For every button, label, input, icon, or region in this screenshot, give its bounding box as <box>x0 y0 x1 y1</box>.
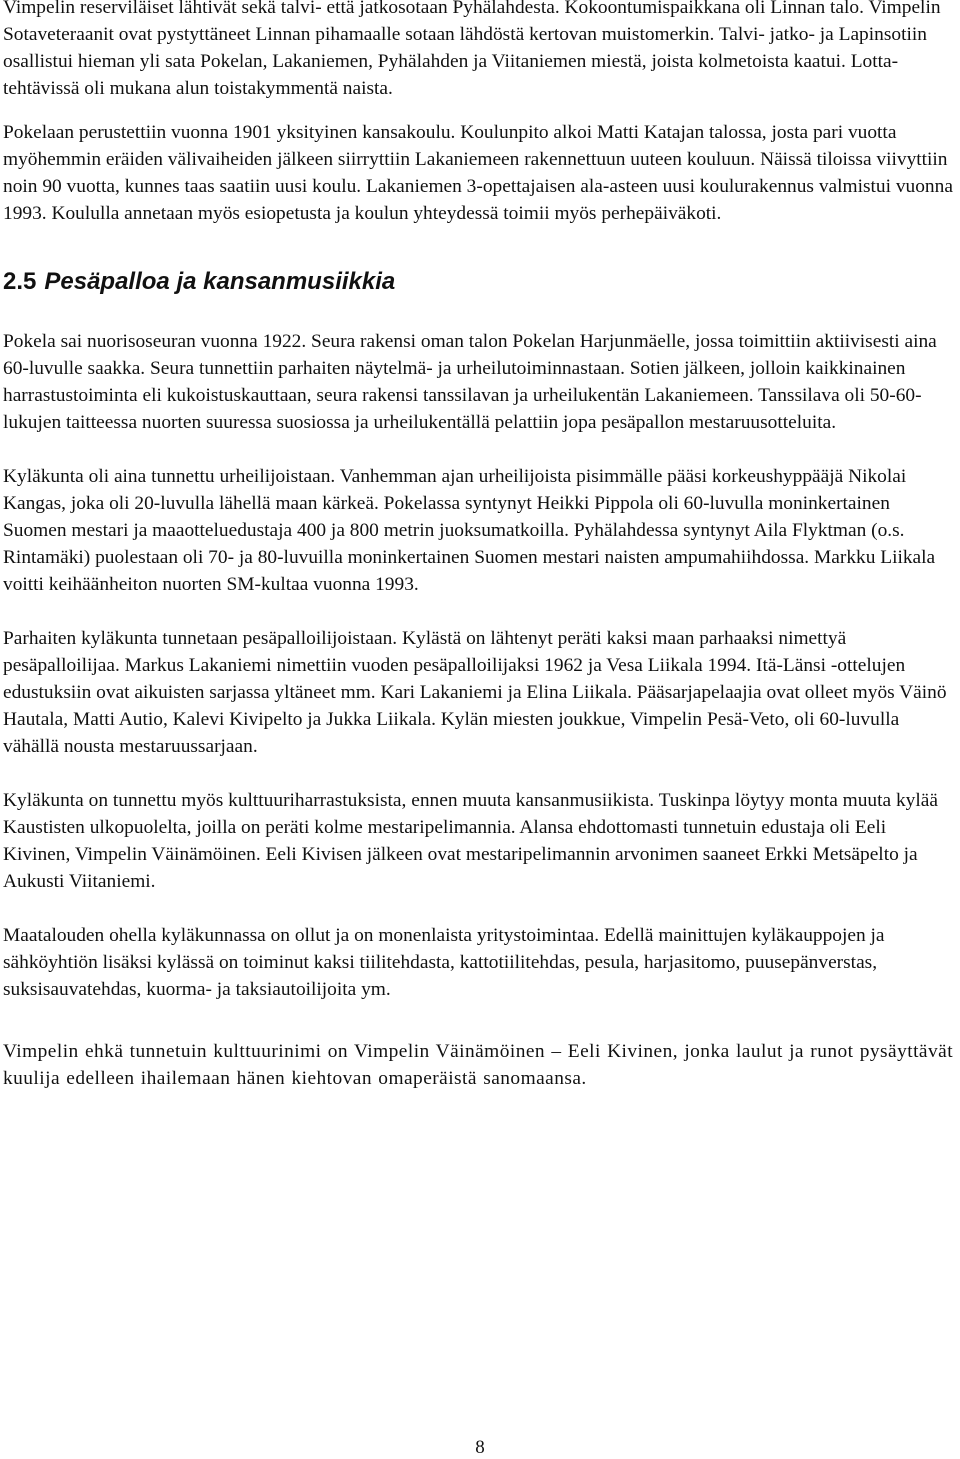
paragraph-youth-club: Pokela sai nuorisoseuran vuonna 1922. Seura rakensi oman talon Pokelan Harjunmäelle, jossa toimittiin aktiivisesti aina 60-luvulle saakka. Seura tunnettiin parhaiten näytelmä- ja urheilutoiminnastaan. Sotien jälkeen, jolloin kaikkinainen harrastustoiminta eli kukoistuskauttaan, seura rakensi tanssilavan ja urheilukentän Lakaniemeen. Tanssilava oli 50-60-lukujen taitteessa nuorten suuressa suosiossa ja urheilukentällä pelattiin jopa pesäpallon mestaruusotteluita. <box>3 331 937 433</box>
paragraph-school: Pokelaan perustettiin vuonna 1901 yksityinen kansakoulu. Koulunpito alkoi Matti Katajan talossa, josta pari vuotta myöhemmin eräiden välivaiheiden jälkeen siirryttiin Lakaniemeen rakennettuun uuteen kouluun. Näissä tiloissa viivyttiin noin 90 vuotta, kunnes taas saatiin uusi koulu. Lakaniemen 3-opettajaisen ala-asteen uusi koulurakennus valmistui vuonna 1993. Koululla annetaan myös esiopetusta ja koulun yhteydessä toimii myös perhepäiväkoti. <box>3 122 953 224</box>
paragraph-eeli-kivinen: Vimpelin ehkä tunnetuin kulttuurinimi on Vimpelin Väinämöinen – Eeli Kivinen, jonka laulut ja runot pysäyttävät kuulija edelleen ihailemaan hänen kiehtovan omaperäistä sanomaansa. <box>3 1041 954 1089</box>
paragraph-athletes: Kyläkunta oli aina tunnettu urheilijoistaan. Vanhemman ajan urheilijoista pisimmälle pääsi korkeushyppääjä Nikolai Kangas, joka oli 20-luvulla lähellä maan kärkeä. Pokelassa syntynyt Heikki Pippola oli 60-luvulla moninkertainen Suomen mestari ja maaotteluedustaja 400 ja 800 metrin juoksumatkoilla. Pyhälahdessa syntynyt Aila Flyktman (o.s. Rintamäki) puolestaan oli 70- ja 80-luvuilla moninkertainen Suomen mestari naisten ampumahiihdossa. Markku Liikala voitti keihäänheiton nuorten SM-kultaa vuonna 1993. <box>3 466 936 595</box>
paragraph-businesses: Maatalouden ohella kyläkunnassa on ollut ja on monenlaista yritystoimintaa. Edellä mainittujen kyläkauppojen ja sähköyhtiön lisäksi kylässä on toiminut kaksi tiilitehdasta, kattotiilitehdas, pesula, harjasitomo, puusepänverstas, suksisauvatehdas, kuorma- ja taksiautoilijoita ym. <box>3 925 885 1000</box>
page-content <box>3 0 957 1092</box>
paragraph-reservists: Vimpelin reserviläiset lähtivät sekä talvi- että jatkosotaan Pyhälahdesta. Kokoontumispaikkana oli Linnan talo. Vimpelin Sotaveteraanit ovat pystyttäneet Linnan pihamaalle sotaan lähdöstä kertovan muistomerkin. Talvi- jatko- ja Lapinsotiin osallistui hieman yli sata Pokelan, Lakaniemen, Pyhälahden ja Viitaniemen miestä, joista kolmetoista kaatui. Lotta-tehtävissä oli mukana alun toistakymmentä naista. <box>3 0 941 99</box>
paragraph-folk-music: Kyläkunta on tunnettu myös kulttuuriharrastuksista, ennen muuta kansanmusiikista. Tuskinpa löytyy monta muuta kylää Kaustisten ulkopuolelta, joilla on peräti kolme mestaripelimannia. Alansa ehdottomasti tunnetuin edustaja oli Eeli Kivinen, Vimpelin Väinämöinen. Eeli Kivisen jälkeen ovat mestaripelimannin arvonimen saaneet Erkki Metsäpelto ja Aukusti Viitaniemi. <box>3 790 938 892</box>
paragraph-pesapallo: Parhaiten kyläkunta tunnetaan pesäpalloilijoistaan. Kylästä on lähtenyt peräti kaksi maan parhaaksi nimettyä pesäpalloilijaa. Markus Lakaniemi nimettiin vuoden pesäpalloilijaksi 1962 ja Vesa Liikala 1994. Itä-Länsi -ottelujen edustuksiin ovat aikuisten sarjassa yltäneet mm. Kari Lakaniemi ja Elina Liikala. Pääsarjapelaajia ovat olleet myös Väinö Hautala, Matti Autio, Kalevi Kivipelto ja Jukka Liikala. Kylän miesten joukkue, Vimpelin Pesä-Veto, oli 60-luvulla vähällä nousta mestaruussarjaan. <box>3 628 947 757</box>
page-number: 8 <box>475 1437 485 1458</box>
section-heading <box>3 267 957 297</box>
section-title: Pesäpalloa ja kansanmusiikkia <box>44 268 396 295</box>
section-number: 2.5 <box>3 268 37 295</box>
